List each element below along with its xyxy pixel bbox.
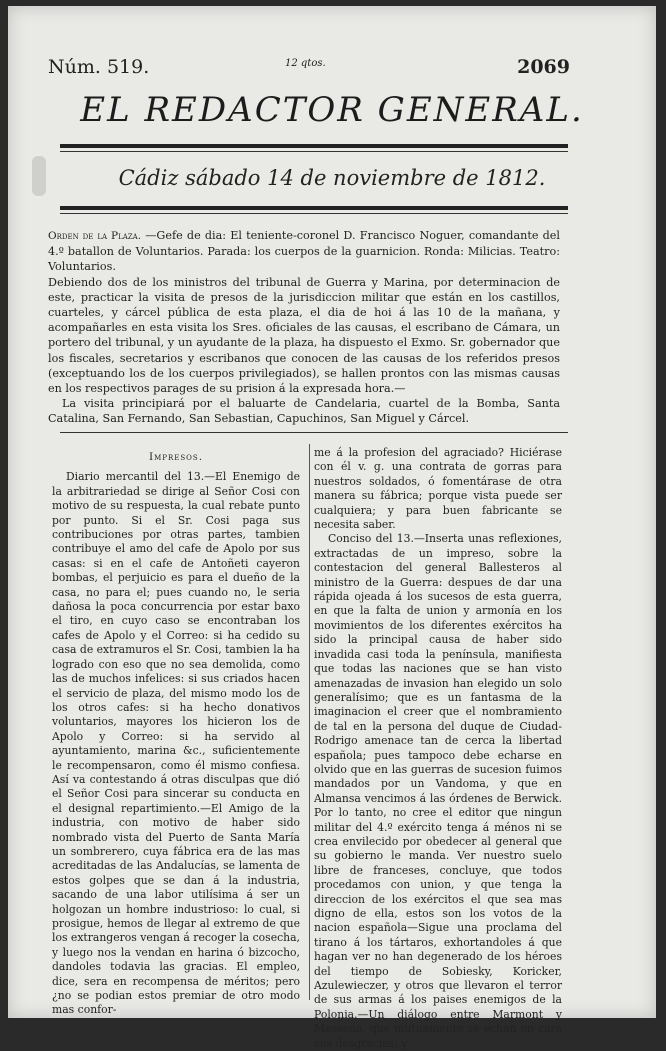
orden-line-1: —Gefe de dia: El teniente-coronel D. Francisco Noguer, comandante del 4.º batallon de Voluntarios. Parada: los cuerpos de la guarnicion. Ronda: Milicias. Teatro: Voluntarios. — [48, 229, 560, 274]
issue-price: 12 qtos. — [285, 58, 326, 69]
title-rule-top — [60, 144, 568, 148]
column-right — [314, 446, 562, 1051]
orden-de-la-plaza — [48, 228, 560, 427]
orden-line-2: Debiendo dos de los ministros del tribunal de Guerra y Marina, por determinacion de este, practicar la visita de presos de la jurisdiccion militar que están en los castillos, cuarteles, y cárcel pública de esta plaza, el dia de hoi á las 10 de la mañana, y acompañarles en esta visita los Sres. oficiales de las causas, el escribano de Cámara, un portero del tribunal, y un ayudante de la plaza, ha dispuesto el Exmo. Sr. gobernador que los fiscales, secretarios y escribanos que conocen de las causas de los referidos presos (exceptuando los de los cuerpos privilegiados), se hallen prontos con las mismas causas en los respectivos parages de su prision á la expresada hora.— — [48, 275, 560, 396]
page-number: 2069 — [517, 56, 570, 78]
newspaper-title: EL REDACTOR GENERAL. — [80, 90, 584, 130]
column-left — [52, 446, 300, 1018]
dateline-rule-thin — [60, 213, 568, 214]
impresos-heading: Impresos. — [148, 451, 204, 463]
issue-number: Núm. 519. — [48, 56, 150, 78]
conciso-paragraph: Conciso del 13.—Inserta unas reflexiones, extractadas de un impreso, sobre la contestacion del general Ballesteros al ministro de la Guerra: despues de dar una rápida ojeada á los sucesos de esta guerra, en que la falta de union y armonía en los movimientos de los diferentes exércitos ha sido la principal causa de haber sido invadida casi toda la península, manifiesta que todas las naciones que se han visto amenazadas de invasion han elegido un solo generalísimo; que es un fantasma de la imaginacion el creer que el nombramiento de tal en la persona del duque de Ciudad-Rodrigo amenace tan de cerca la libertad española; pues tampoco debe echarse en olvido que en las guerras de sucesion fuimos mandados por un Vandoma, y que en Almansa vencimos á las órdenes de Berwick. Por lo tanto, no cree el editor que ningun militar del 4.º exército tenga á ménos ni se crea envilecido por obedecer al general que su gobierno le manda. Ver nuestro suelo libre de franceses, concluye, que todos procedamos con union, y que tenga la direccion de los exércitos el que sea mas digno de ella, estos son los votos de la nacion española—Sigue una proclama del tirano á los tártaros, exhortandoles á que hagan ver no han degenerado de los héroes del tiempo de Sobiesky, Koricker, Azulewieczer, y otros que llevaron el terror de sus armas á los paises enemigos de la Polonia.—Un diálogo entre Marmont y Massena, que mutuamente se echan en cara sus desgracias; y — [314, 532, 562, 1050]
continuation-paragraph: me á la profesion del agraciado? Hiciérase con él v. g. una contrata de gorras para nuestros soldados, ó fomentárase de otra manera su fábrica; porque vista puede ser cualquiera; y para buen fabricante se necesita saber. — [314, 446, 562, 532]
orden-line-3: La visita principiará por el baluarte de Candelaria, cuartel de la Bomba, Santa Catalina, San Fernando, San Sebastian, Capuchinos, San Miguel y Cárcel. — [48, 397, 560, 426]
dateline-rule-thick — [60, 206, 568, 210]
column-divider — [309, 444, 310, 1000]
title-rule-top-thin — [60, 151, 568, 152]
orden-lead: Orden de la Plaza. — [48, 230, 142, 242]
newspaper-page — [8, 6, 656, 1050]
section-rule — [60, 432, 568, 433]
diario-mercantil-paragraph: Diario mercantil del 13.—El Enemigo de la arbitrariedad se dirige al Señor Cosi con motivo de su respuesta, la cual rebate punto por punto. Si el Sr. Cosi paga sus contribuciones por otras partes, tambien contribuye el amo del cafe de Apolo por sus casas: si en el cafe de Antoñeti cayeron bombas, el perjuicio es para el dueño de la casa, no para el; pues cuando no, le seria dañosa la poca concurrencia por estar baxo el tiro, en cuyo caso se encontraban los cafes de Apolo y el Correo: si ha cedido su casa de extramuros el Sr. Cosi, tambien la ha logrado con eso que no sea demolida, como las de muchos infelices: si sus criados hacen el servicio de plaza, del mismo modo los de los otros cafes: si ha hecho donativos voluntarios, mayores los hicieron los de Apolo y Correo: si ha servido al ayuntamiento, marina &c., suficientemente le recompensaron, como él mismo confiesa. Así va contestando á otras disculpas que dió el Señor Cosi para sincerar su conducta en el designal repartimiento.—El Amigo de la industria, con motivo de haber sido nombrado vista del Puerto de Santa María un sombrerero, cuya fábrica era de las mas acreditadas de las Andalucías, se lamenta de estos golpes que se dan á la industria, sacando de una labor utilísima á ser un holgozan un hombre industrioso: lo cual, si prosigue, hemos de llegar al extremo de que los extrangeros vengan á recoger la cosecha, y luego nos la vendan en harina ó bizcocho, dandoles todavia las gracias. El empleo, dice, sera en recompensa de méritos; pero ¿no se podian estos premiar de otro modo mas confor- — [52, 470, 300, 1017]
dateline: Cádiz sábado 14 de noviembre de 1812. — [118, 166, 546, 190]
